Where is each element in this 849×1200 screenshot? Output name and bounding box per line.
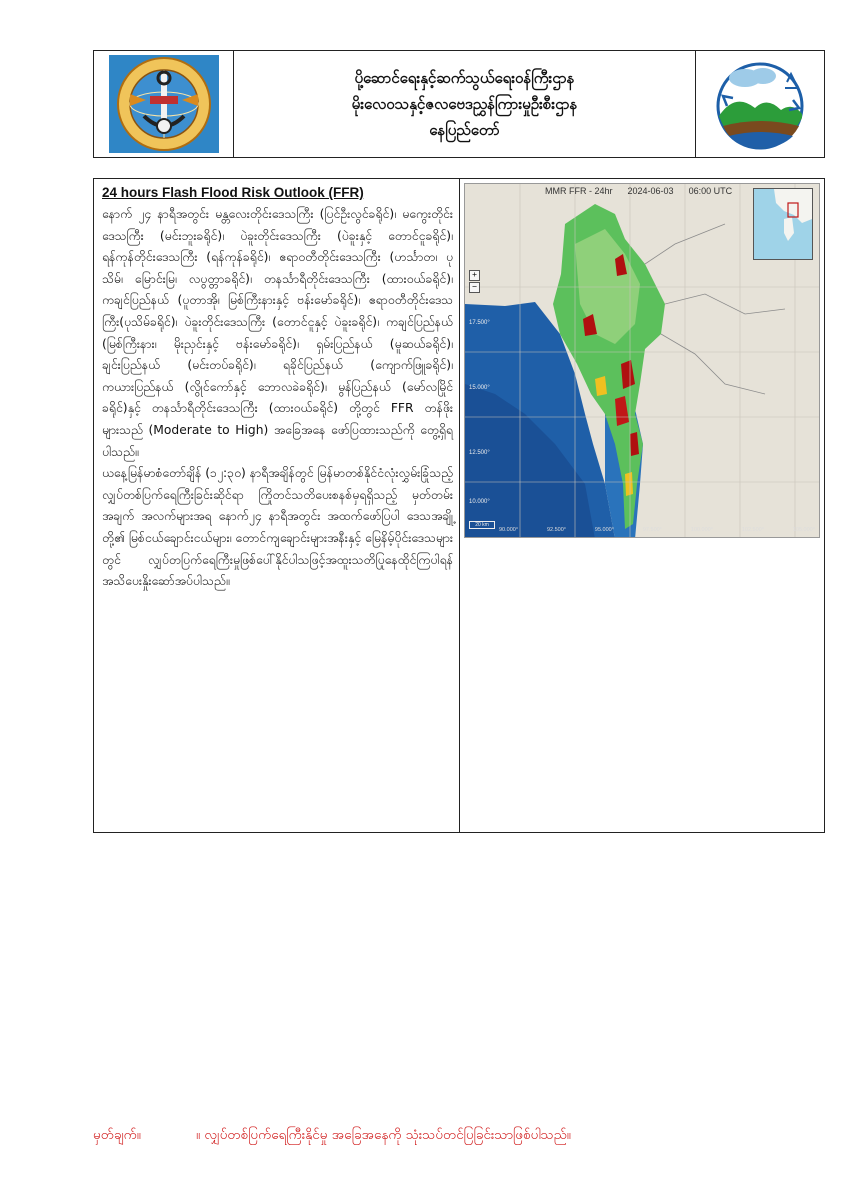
lon-label: 105.000° xyxy=(792,527,815,533)
risk-areas-paragraph: နောက် ၂၄ နာရီအတွင်း မန္တလေးတိုင်းဒေသကြီး (ပြင်ဦးလွင်ခရိုင်)၊ မကွေးတိုင်းဒေသကြီး (မင်းဘူးခရိုင်)၊ ပဲခူးတိုင်းဒေသကြီး (ပဲခူးနှင့် တောင်ငူခရိုင်)၊ ရန်ကုန်တိုင်းဒေသကြီး (ရန်ကုန်ခရိုင်)၊ ဧရာဝတီတိုင်းဒေသကြီး (ဟင်္သာတ၊ ပုသိမ်၊ မြောင်းမြ၊ လပွတ္တာခရိုင်)၊ တနင်္သာရီတိုင်းဒေသကြီး (ထားဝယ်ခရိုင်)၊ ကချင်ပြည်နယ် (ပူတာအို၊ မြစ်ကြီးနားနှင့် ဗန်းမော်ခရိုင်)၊ ဧရာဝတီတိုင်းဒေသကြီး(ပုသိမ်ခရိုင်)၊ ပဲခူးတိုင်းဒေသကြီး (တောင်ငူနှင့် ပဲခူးခရိုင်)၊ ကချင်ပြည်နယ် (မြစ်ကြီးနား၊ မိုးညှင်းနှင့် ဗန်းမော်ခရိုင်)၊ ရှမ်းပြည်နယ် (မူဆယ်ခရိုင်)၊ ချင်းပြည်နယ် (မင်းတပ်ခရိုင်)၊ ရခိုင်ပြည်နယ် (ကျောက်ဖြူခရိုင်)၊ ကယားပြည်နယ် (လွိုင်ကော်နှင့် ဘောလခဲခရိုင်)၊ မွန်ပြည်နယ် (မော်လမြိုင်ခရိုင်)နှင့် တနင်္သာရီတိုင်းဒေသကြီး (ထားဝယ်ခရိုင်) တို့တွင် FFR တန်ဖိုးများသည် (Moderate to High) အခြေအနေ ဖော်ပြထားသည်ကို တွေ့ရှိရပါသည်။ xyxy=(102,207,453,459)
lat-label: 10.000° xyxy=(469,499,490,505)
map-date: 2024-06-03 xyxy=(627,186,674,196)
lon-label: 102.500° xyxy=(741,527,764,533)
lon-labels xyxy=(499,527,815,535)
ministry-name: ပို့ဆောင်ရေးနှင့်ဆက်သွယ်ရေးဝန်ကြီးဌာန xyxy=(354,69,575,87)
map-title: MMR FFR - 24hr xyxy=(545,186,613,196)
note-text: ။ လျှပ်တစ်ပြက်ရေကြီးနိုင်မှု အခြေအနေကို သုံးသပ်တင်ပြခြင်းသာဖြစ်ပါသည်။ xyxy=(196,1127,571,1143)
outlook-text-cell xyxy=(94,179,460,832)
department-name: မိုးလေဝသနှင့်ဇလဗေဒညွှန်ကြားမှုဦးစီးဌာန xyxy=(351,95,578,113)
lat-label: 15.000° xyxy=(469,385,490,391)
scale-bar: 20 km xyxy=(469,521,495,529)
zoom-out-button[interactable]: − xyxy=(469,282,480,293)
lon-label: 97.500° xyxy=(642,527,662,533)
advisory-paragraph: ယနေ့မြန်မာစံတော်ချိန် (၁၂:၃၀) နာရီအချိန်တွင် မြန်မာတစ်နိုင်ငံလုံးလွှမ်းခြုံသည့် လျှပ်တစ်ပြက်ရေကြီးခြင်းဆိုင်ရာ ကြိုတင်သတိပေးစနစ်မှရရှိသည့် မှတ်တမ်းအချက် အလက်များအရ နောက်၂၄ နာရီအတွင်း အထက်ဖော်ပြပါ ဒေသအချို့တို့၏ မြစ်ငယ်ချောင်းငယ်များ၊ တောင်ကျချောင်းများအနီးနှင့် မြေနိမ့်ပိုင်းဒေသများတွင် လျှပ်တပြက်ရေကြီးမှုဖြစ်ပေါ်နိုင်ပါသဖြင့်အထူးသတိပြုနေထိုင်ကြပါရန် အသိပေးနှိုးဆော်အပ်ပါသည်။ xyxy=(102,466,453,589)
map-cell xyxy=(460,179,824,832)
hydrology-logo-cell xyxy=(696,51,824,157)
lon-label: 100.000° xyxy=(690,527,713,533)
map-time: 06:00 UTC xyxy=(688,186,733,196)
lon-label: 90.000° xyxy=(499,527,519,533)
footer-note xyxy=(93,1126,833,1146)
outlook-table xyxy=(93,178,825,833)
lat-label: 17.500° xyxy=(469,320,490,326)
header-table xyxy=(93,50,825,158)
hydrological-cycle-icon xyxy=(705,56,815,152)
city-name: နေပြည်တော် xyxy=(429,121,500,139)
ministry-logo-cell xyxy=(94,51,234,157)
ministry-emblem-icon xyxy=(108,54,220,154)
locator-map-icon xyxy=(754,189,812,259)
ffr-map[interactable] xyxy=(464,183,820,538)
department-title xyxy=(234,51,696,157)
zoom-in-button[interactable]: + xyxy=(469,270,480,281)
lon-label: 95.000° xyxy=(594,527,614,533)
section-heading: 24 hours Flash Flood Risk Outlook (FFR) xyxy=(102,185,364,200)
lat-label: 12.500° xyxy=(469,450,490,456)
note-label: မှတ်ချက်။ xyxy=(93,1127,141,1143)
lon-label: 92.500° xyxy=(546,527,566,533)
locator-inset-map xyxy=(753,188,813,260)
